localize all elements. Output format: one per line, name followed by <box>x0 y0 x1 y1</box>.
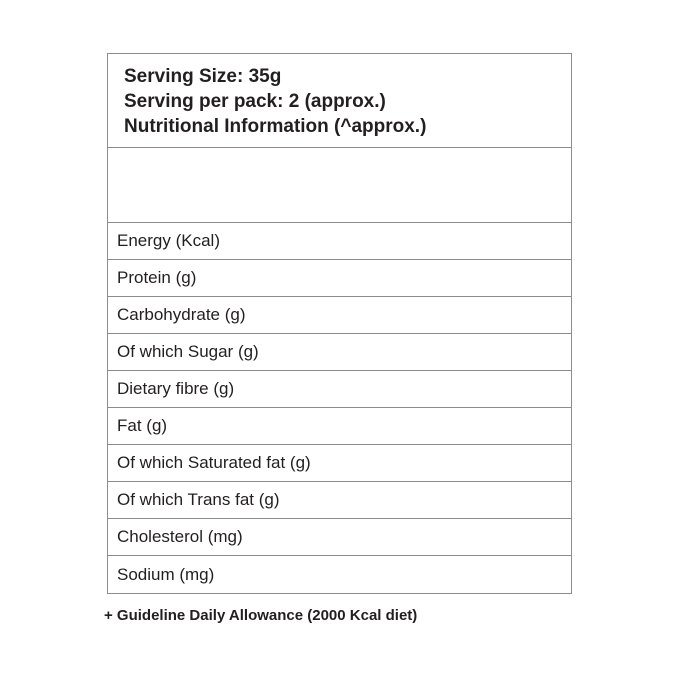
table-row: Energy (Kcal) <box>108 223 571 260</box>
table-row: Fat (g) <box>108 408 571 445</box>
table-row: Of which Trans fat (g) <box>108 482 571 519</box>
table-row: Of which Sugar (g) <box>108 334 571 371</box>
table-row: Carbohydrate (g) <box>108 297 571 334</box>
table-row: Dietary fibre (g) <box>108 371 571 408</box>
serving-per-pack: Serving per pack: 2 (approx.) <box>124 91 386 112</box>
serving-size: Serving Size: 35g <box>124 66 282 87</box>
blank-cell <box>108 148 571 223</box>
footnote: + Guideline Daily Allowance (2000 Kcal diet) <box>104 607 418 624</box>
table-row: Sodium (mg) <box>117 564 215 584</box>
table-row: Cholesterol (mg) <box>108 519 571 556</box>
table-header <box>108 54 571 148</box>
nutrition-title: Nutritional Information (^approx.) <box>124 116 427 137</box>
table-row: Protein (g) <box>108 260 571 297</box>
nutrition-table <box>107 53 572 594</box>
table-row: Of which Saturated fat (g) <box>108 445 571 482</box>
